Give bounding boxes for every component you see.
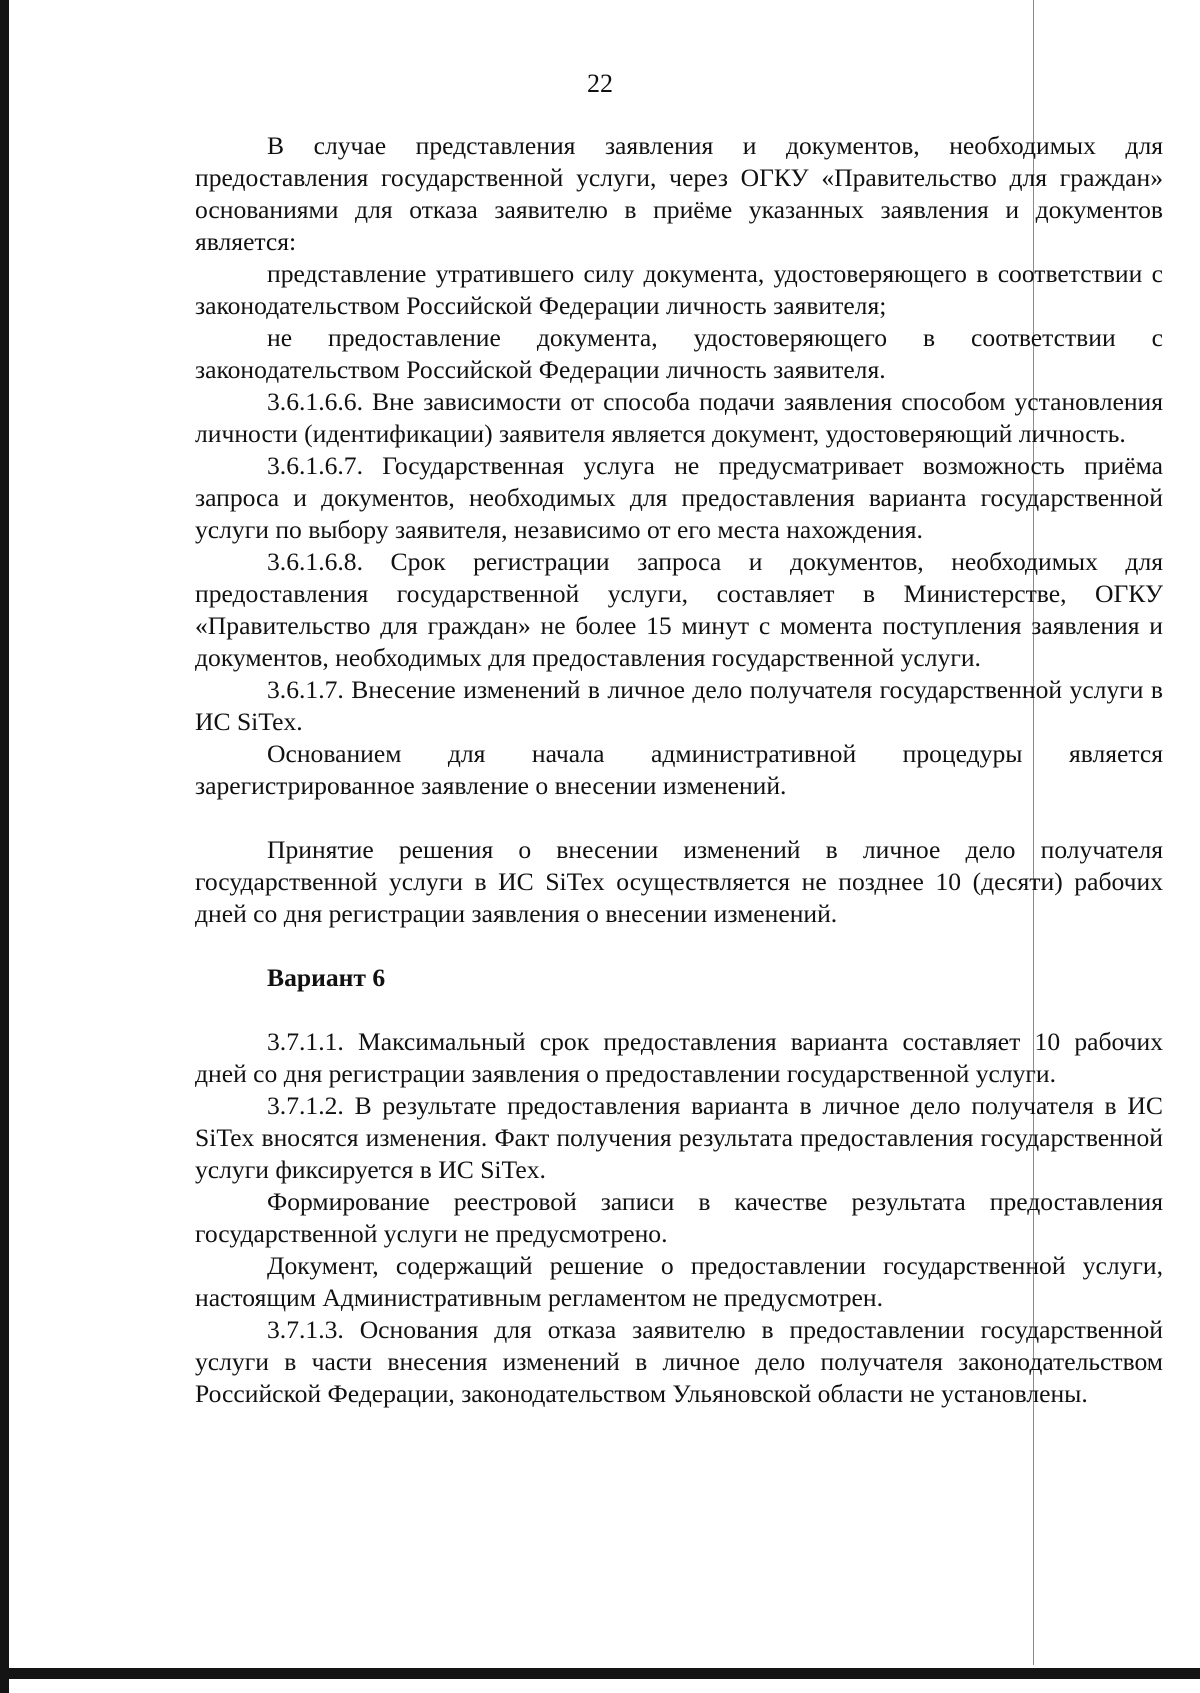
page-number: 22 — [587, 69, 613, 98]
paragraph-decision-document: Документ, содержащий решение о предоставлении государственной услуги, настоящим Административным регламентом не предусмотрен. — [195, 1251, 1163, 1312]
heading-variant-6: Вариант 6 — [267, 963, 386, 992]
blank-line — [195, 994, 1163, 1026]
paragraph-3-6-1-6-7: 3.6.1.6.7. Государственная услуга не предусматривает возможность приёма запроса и документов, необходимых для предоставления варианта государственной услуги по выбору заявителя, независимо от его места нахождения. — [195, 451, 1163, 544]
blank-line — [195, 802, 1163, 834]
scan-left-border — [0, 0, 9, 1693]
paragraph-3-6-1-7: 3.6.1.7. Внесение изменений в личное дело получателя государственной услуги в ИС SiTex. — [195, 675, 1163, 736]
paragraph-registry-record: Формирование реестровой записи в качестве результата предоставления государственной услуги не предусмотрено. — [195, 1187, 1163, 1248]
paragraph-procedure-basis: Основанием для начала административной процедуры является зарегистрированное заявление о внесении изменений. — [195, 739, 1163, 800]
paragraph-expired-document: представление утратившего силу документа, удостоверяющего в соответствии с законодательством Российской Федерации личность заявителя; — [195, 259, 1163, 320]
paragraph-missing-document: не предоставление документа, удостоверяющего в соответствии с законодательством Российской Федерации личность заявителя. — [195, 323, 1163, 384]
paragraph-3-7-1-1: 3.7.1.1. Максимальный срок предоставления варианта составляет 10 рабочих дней со дня регистрации заявления о предоставлении государственной услуги. — [195, 1027, 1163, 1088]
paragraph-3-6-1-6-6: 3.6.1.6.6. Вне зависимости от способа подачи заявления способом установления личности (идентификации) заявителя является документ, удостоверяющий личность. — [195, 387, 1163, 448]
blank-line — [195, 930, 1163, 962]
paragraph-3-7-1-3: 3.7.1.3. Основания для отказа заявителю в предоставлении государственной услуги в части внесения изменений в личное дело получателя законодательством Российской Федерации, законодательством Ульяновской области не установлены. — [195, 1315, 1163, 1408]
paragraph-refusal-grounds-intro: В случае представления заявления и документов, необходимых для предоставления государственной услуги, через ОГКУ «Правительство для граждан» основаниями для отказа заявителю в приёме указанных заявления и документов является: — [195, 131, 1163, 256]
document-body — [195, 130, 1163, 1410]
paragraph-decision-term: Принятие решения о внесении изменений в личное дело получателя государственной услуги в ИС SiTex осуществляется не позднее 10 (десяти) рабочих дней со дня регистрации заявления о внесении изменений. — [195, 835, 1163, 928]
paragraph-3-6-1-6-8: 3.6.1.6.8. Срок регистрации запроса и документов, необходимых для предоставления государственной услуги, составляет в Министерстве, ОГКУ «Правительство для граждан» не более 15 минут с момента поступления заявления и документов, необходимых для предоставления государственной услуги. — [195, 547, 1163, 672]
scan-bottom-border — [0, 1668, 1200, 1679]
paragraph-3-7-1-2: 3.7.1.2. В результате предоставления варианта в личное дело получателя в ИС SiTex вносятся изменения. Факт получения результата предоставления государственной услуги фиксируется в ИС SiTex. — [195, 1091, 1163, 1184]
